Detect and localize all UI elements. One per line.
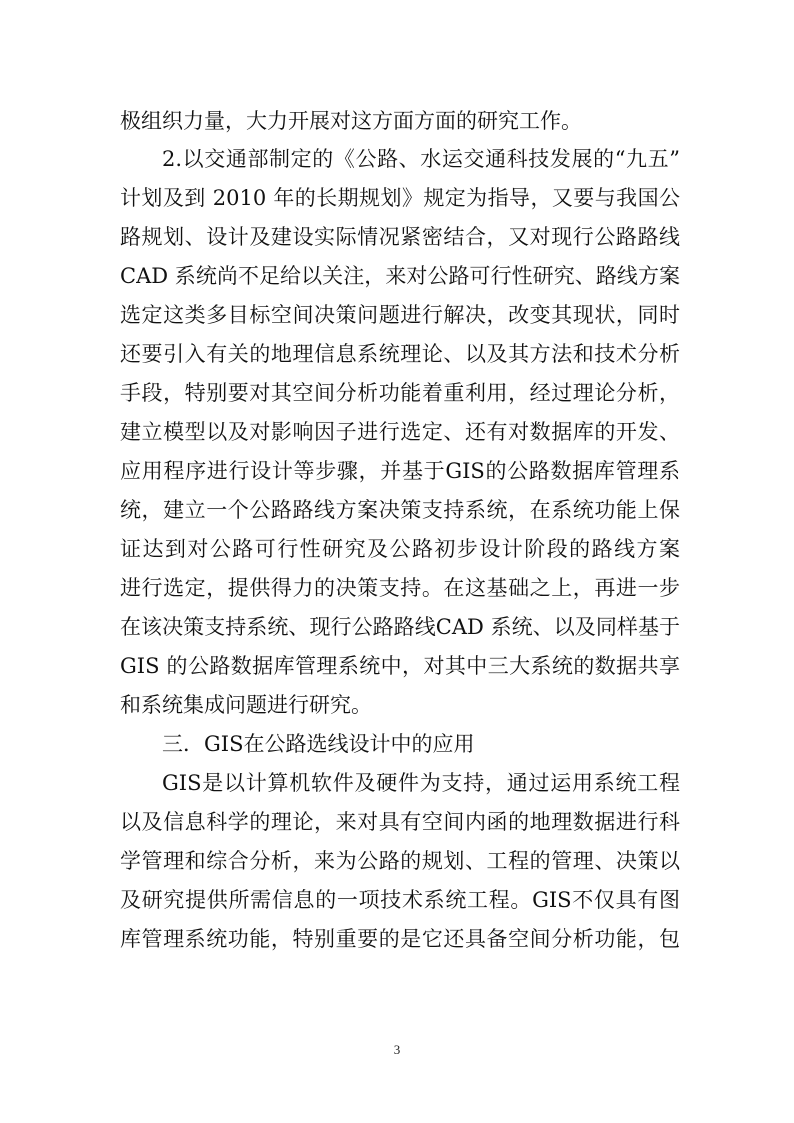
text-line: 和系统集成问题进行研究。 (120, 693, 372, 717)
text-line: GIS是以计算机软件及硬件为支持，通过运用系统工程 (162, 771, 680, 795)
text-line: 以及信息科学的理论，来对具有空间内函的地理数据进行科 (120, 810, 680, 834)
text-line: 建立模型以及对影响因子进行选定、还有对数据库的开发、 (120, 420, 680, 444)
text-line: 选定这类多目标空间决策问题进行解决，改变其现状，同时 (120, 303, 680, 327)
text-line: 路规划、设计及建设实际情况紧密结合，又对现行公路路线 (120, 225, 680, 249)
text-line: 还要引入有关的地理信息系统理论、以及其方法和技术分析 (120, 342, 680, 366)
page-number: 3 (393, 1042, 401, 1057)
text-line: 2.以交通部制定的《公路、水运交通科技发展的“九五” (162, 147, 680, 171)
text-line: 统，建立一个公路路线方案决策支持系统，在系统功能上保 (120, 498, 680, 522)
text-line: 手段，特别要对其空间分析功能着重利用，经过理论分析， (120, 381, 680, 405)
text-line: CAD 系统尚不足给以关注，来对公路可行性研究、路线方案 (120, 264, 680, 288)
text-line: 极组织力量，大力开展对这方面方面的研究工作。 (120, 109, 582, 133)
text-line: 应用程序进行设计等步骤，并基于GIS的公路数据库管理系 (120, 459, 680, 483)
text-line: 证达到对公路可行性研究及公路初步设计阶段的路线方案 (120, 537, 680, 561)
text-line: 计划及到 2010 年的长期规划》规定为指导，又要与我国公 (120, 186, 680, 210)
text-line: 及研究提供所需信息的一项技术系统工程。GIS不仅具有图 (120, 888, 680, 912)
section-heading: 三．GIS在公路选线设计中的应用 (162, 732, 475, 756)
text-line: 进行选定，提供得力的决策支持。在这基础之上，再进一步 (120, 576, 680, 600)
text-line: GIS 的公路数据库管理系统中，对其中三大系统的数据共享 (120, 654, 680, 678)
text-line: 在该决策支持系统、现行公路路线CAD 系统、以及同样基于 (120, 615, 680, 639)
text-line: 学管理和综合分析，来为公路的规划、工程的管理、决策以 (120, 849, 680, 873)
text-line: 库管理系统功能，特别重要的是它还具备空间分析功能，包 (120, 927, 680, 951)
